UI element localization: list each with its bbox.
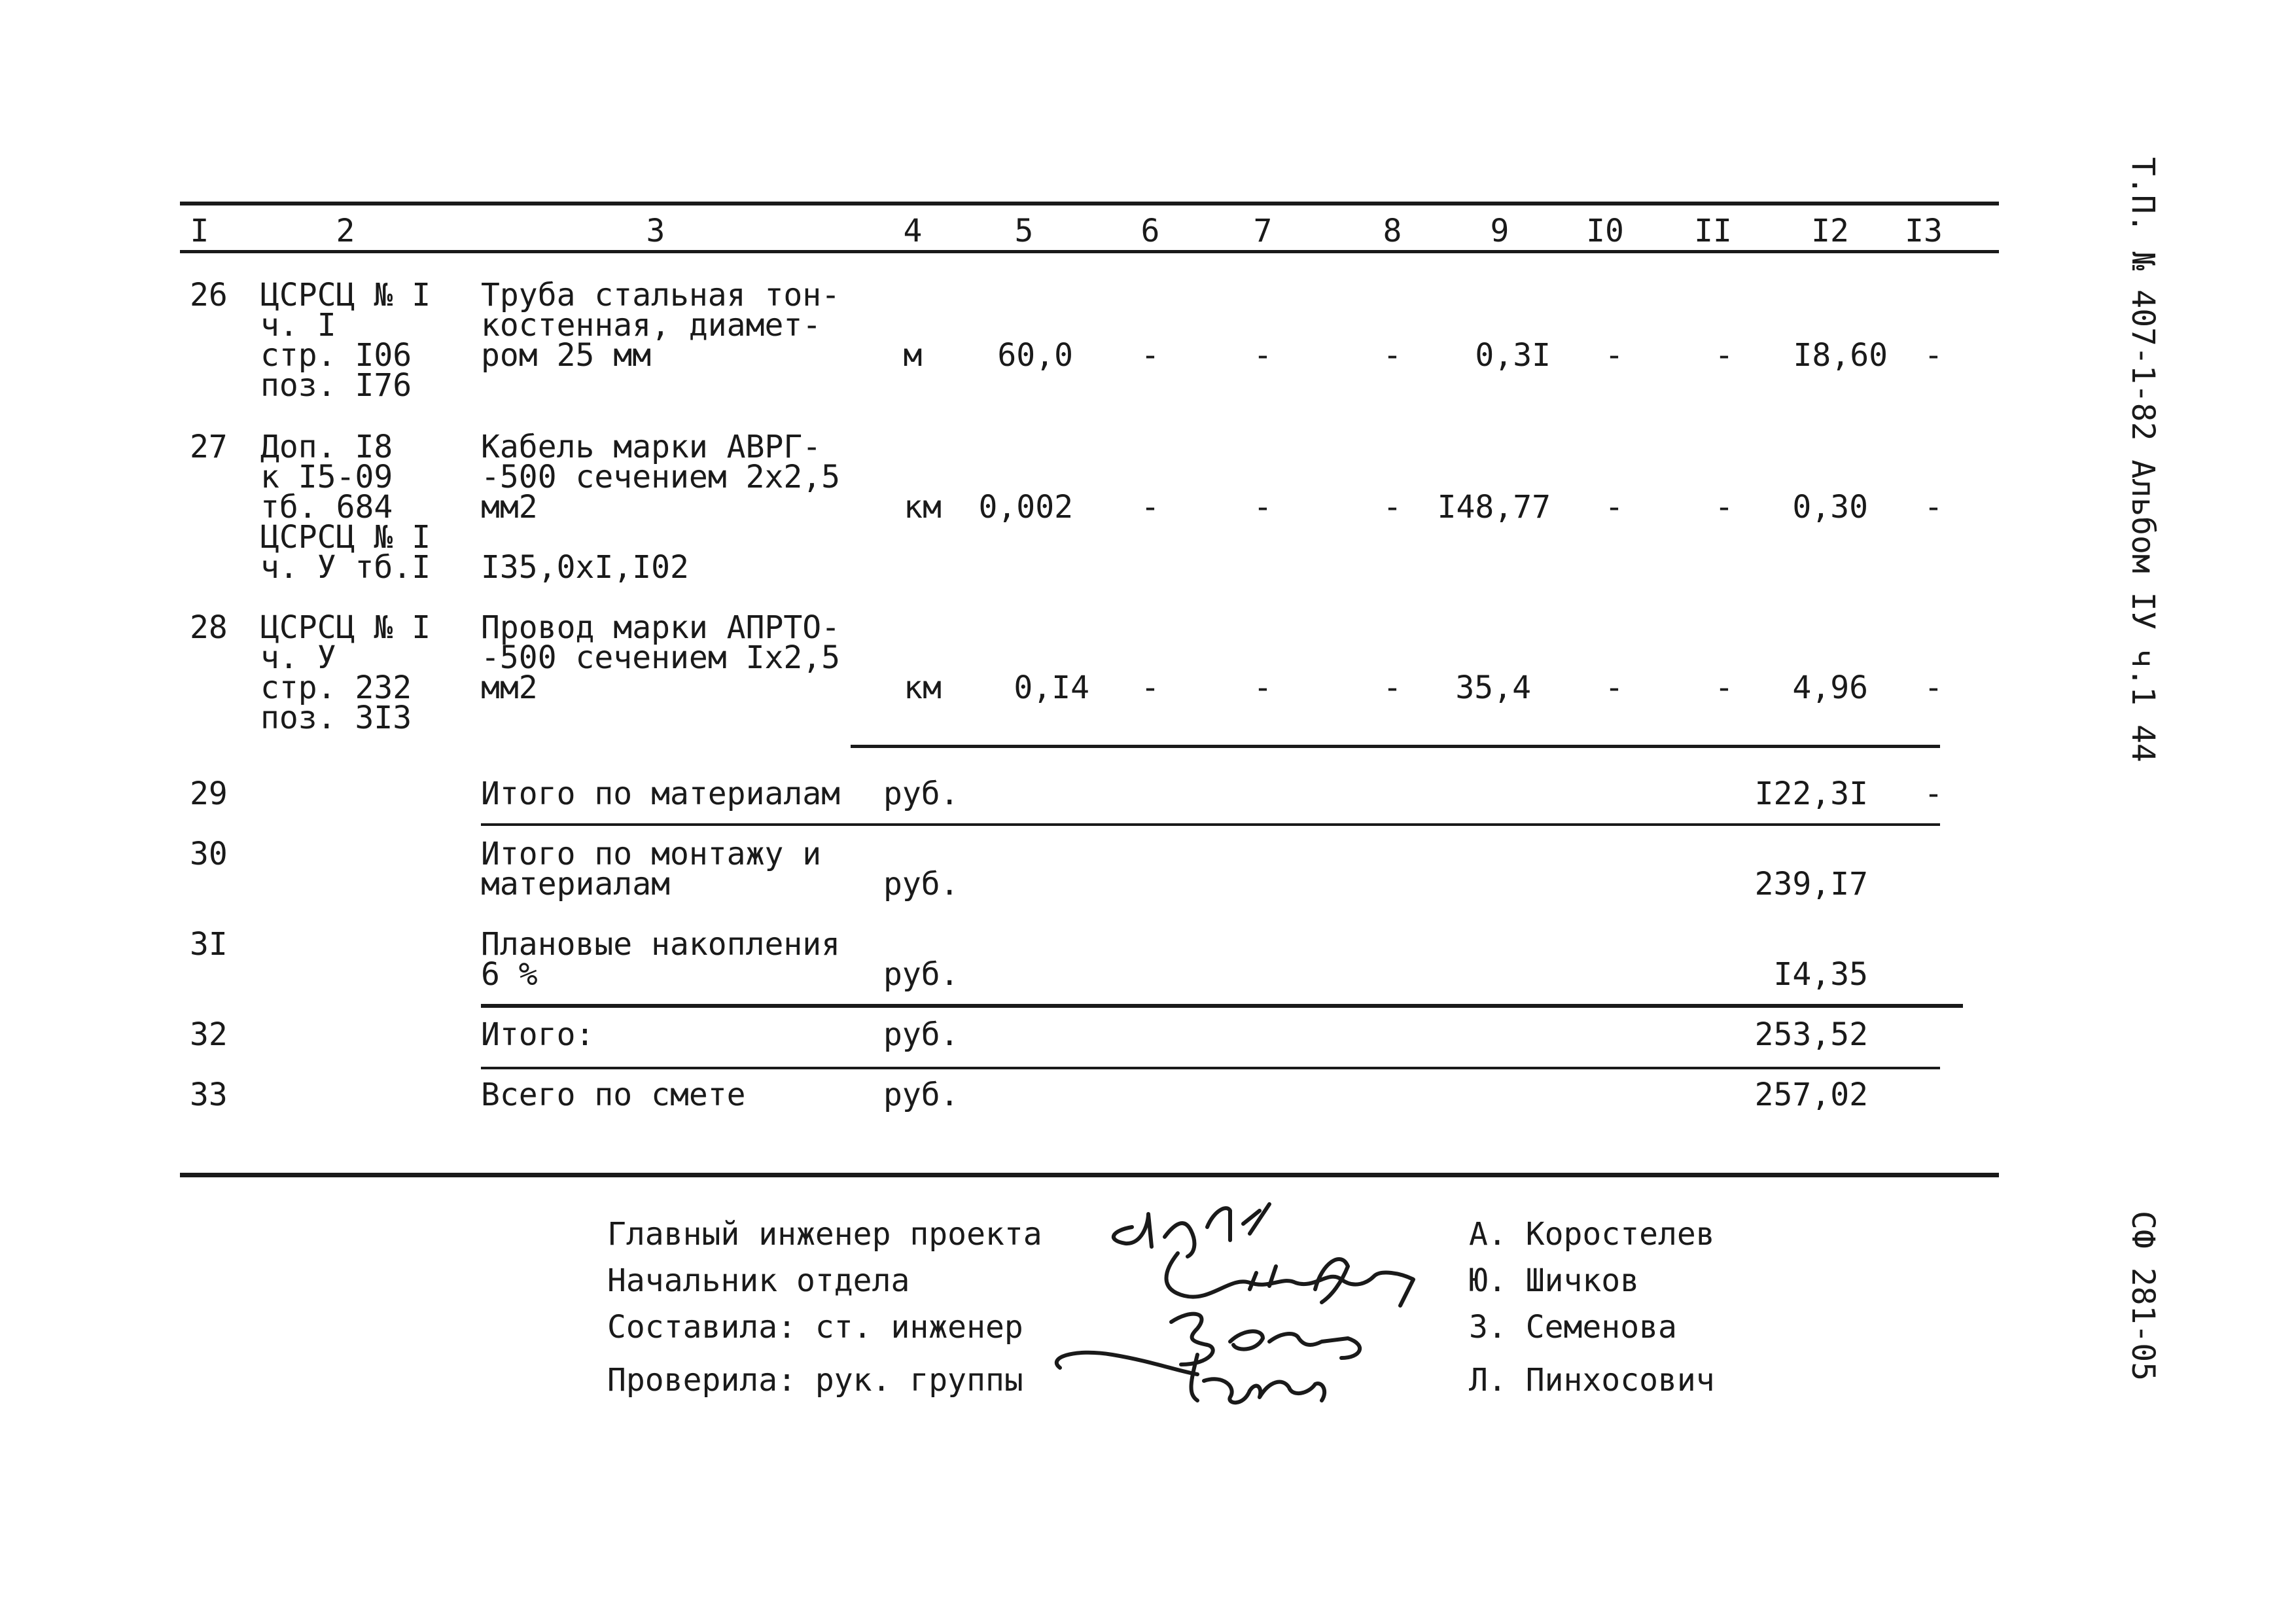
cell-8: -: [1383, 669, 1402, 706]
cell-8: -: [1383, 337, 1402, 374]
cell-12: 0,30: [1792, 489, 1868, 526]
row-number: 32: [190, 1016, 228, 1053]
col-header-2: 2: [336, 213, 355, 249]
total-value: I4,35: [1773, 956, 1868, 993]
ref-line: ЦСРСЦ № I: [260, 519, 431, 556]
handwritten-signatures: [1034, 1191, 1453, 1414]
col-header-10: I0: [1586, 213, 1624, 249]
quantity: 0,I4: [1014, 669, 1089, 706]
total-label: Итого по монтажу и: [481, 836, 822, 872]
total-label: Всего по смете: [481, 1077, 746, 1113]
unit: м: [903, 337, 923, 374]
cell-10: -: [1604, 337, 1624, 374]
cell-13: -: [1924, 337, 1943, 374]
table-bottom-rule: [180, 1173, 1999, 1177]
signer-role: Главный инженер проекта: [607, 1216, 1042, 1253]
desc-extra: I35,0хI,I02: [481, 549, 689, 586]
desc-line: Провод марки АПРТО-: [481, 609, 841, 646]
row-number: 27: [190, 429, 228, 465]
unit: км: [904, 669, 942, 706]
side-stamp-code: СФ 281-05: [2125, 1211, 2161, 1382]
cell-9: I48,77: [1437, 489, 1551, 526]
total-value: 239,I7: [1754, 866, 1868, 902]
col-header-1: I: [190, 213, 209, 249]
total-value: I22,3I: [1754, 776, 1868, 812]
desc-line: мм2: [481, 489, 538, 526]
cell-13: -: [1924, 669, 1943, 706]
signer-name: З. Семенова: [1469, 1309, 1677, 1346]
signer-name: Ю. Шичков: [1469, 1262, 1640, 1299]
signer-role: Проверила: рук. группы: [607, 1362, 1023, 1399]
ref-line: стр. 232: [260, 669, 412, 706]
total-unit: руб.: [883, 866, 959, 902]
signer-role: Составила: ст. инженер: [607, 1309, 1023, 1346]
row-number: 33: [190, 1077, 228, 1113]
rule-before-30: [481, 823, 1940, 826]
col-header-3: 3: [646, 213, 665, 249]
ref-line: ч. I: [260, 307, 336, 344]
total-label: материалам: [481, 866, 670, 902]
cell-11: -: [1714, 337, 1734, 374]
total-unit: руб.: [883, 956, 959, 993]
ref-line: тб. 684: [260, 489, 393, 526]
cell-12: 4,96: [1792, 669, 1868, 706]
signer-role: Начальник отдела: [607, 1262, 910, 1299]
ref-line: ч. У: [260, 639, 336, 676]
cell-10: -: [1604, 489, 1624, 526]
cell-12: I8,60: [1793, 337, 1888, 374]
desc-line: Труба стальная тон-: [481, 277, 841, 313]
ref-line: Доп. I8: [260, 429, 393, 465]
rule-before-29: [851, 745, 1940, 748]
row-number: 3I: [190, 926, 228, 963]
cell-6: -: [1140, 669, 1160, 706]
unit: км: [904, 489, 942, 526]
header-bottom-rule: [180, 250, 1999, 253]
ref-line: стр. I06: [260, 337, 412, 374]
ref-line: ЦСРСЦ № I: [260, 277, 431, 313]
row-number: 28: [190, 609, 228, 646]
total-value: 253,52: [1754, 1016, 1868, 1053]
desc-line: -500 сечением 2х2,5: [481, 459, 841, 495]
cell-11: -: [1714, 669, 1734, 706]
desc-line: ром 25 мм: [481, 337, 652, 374]
total-unit: руб.: [883, 776, 959, 812]
col-header-9: 9: [1490, 213, 1510, 249]
col-header-11: II: [1694, 213, 1732, 249]
ref-line: поз. 3I3: [260, 700, 412, 736]
total-unit: руб.: [883, 1077, 959, 1113]
ref-line: поз. I76: [260, 367, 412, 404]
col-header-8: 8: [1383, 213, 1402, 249]
total-label: Плановые накопления: [481, 926, 841, 963]
col-header-5: 5: [1014, 213, 1034, 249]
desc-line: Кабель марки АВРГ-: [481, 429, 822, 465]
col-header-7: 7: [1253, 213, 1273, 249]
rule-before-33: [481, 1067, 1940, 1069]
cell-10: -: [1604, 669, 1624, 706]
quantity: 60,0: [997, 337, 1073, 374]
cell-8: -: [1383, 489, 1402, 526]
quantity: 0,002: [978, 489, 1073, 526]
col-header-4: 4: [903, 213, 923, 249]
cell-7: -: [1253, 489, 1273, 526]
rule-before-32: [481, 1004, 1963, 1008]
side-stamp: Т.П. № 407-1-82 Альбом IУ ч.1 44: [2125, 157, 2161, 762]
row-number: 30: [190, 836, 228, 872]
total-label: 6 %: [481, 956, 538, 993]
cell-13: -: [1924, 489, 1943, 526]
cell-6: -: [1140, 337, 1160, 374]
cell-9: 0,3I: [1475, 337, 1551, 374]
cell-7: -: [1253, 669, 1273, 706]
ref-line: к I5-09: [260, 459, 393, 495]
cell-6: -: [1140, 489, 1160, 526]
total-unit: руб.: [883, 1016, 959, 1053]
total-label: Итого по материалам: [481, 776, 841, 812]
row-number: 29: [190, 776, 228, 812]
cell-7: -: [1253, 337, 1273, 374]
header-top-rule: [180, 202, 1999, 205]
desc-line: -500 сечением Iх2,5: [481, 639, 841, 676]
ref-line: ч. У тб.I: [260, 549, 431, 586]
row-number: 26: [190, 277, 228, 313]
col-header-13: I3: [1905, 213, 1943, 249]
total-value: 257,02: [1754, 1077, 1868, 1113]
col-header-12: I2: [1811, 213, 1849, 249]
desc-line: мм2: [481, 669, 538, 706]
total-cell-13: -: [1924, 776, 1943, 812]
desc-line: костенная, диамет-: [481, 307, 822, 344]
ref-line: ЦСРСЦ № I: [260, 609, 431, 646]
cell-11: -: [1714, 489, 1734, 526]
col-header-6: 6: [1140, 213, 1160, 249]
signer-name: А. Коростелев: [1469, 1216, 1715, 1253]
total-label: Итого:: [481, 1016, 595, 1053]
signer-name: Л. Пинхосович: [1469, 1362, 1715, 1399]
cell-9: 35,4: [1455, 669, 1531, 706]
